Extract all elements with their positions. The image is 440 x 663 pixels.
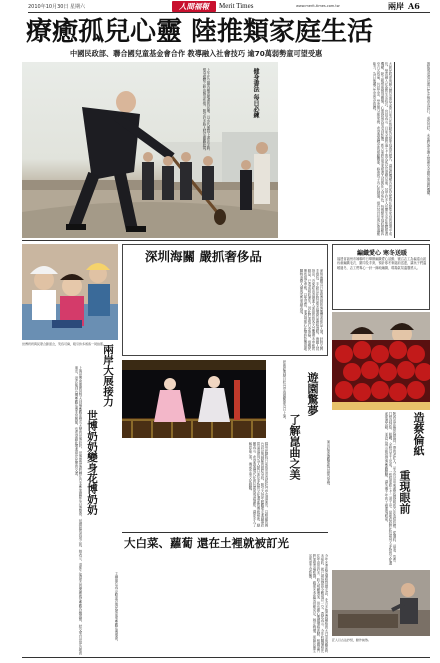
apples-photo [332,340,430,410]
brand-name: 人間福報 [179,2,209,11]
masthead-rule [28,12,430,13]
paper-headline-1: 造蔡倫紙 [412,412,425,456]
section-name: 兩岸 [388,1,404,11]
customs-headline: 深圳海關 嚴抓奢侈品 [145,249,262,264]
sidebar-body-text: 福建省福州市婦聯昨日舉辦編織愛心活動，號召志工為偏遠山區孩童編織毛衣、圍巾及手套，預計寒冬來臨前送達，讓孩子們溫暖過冬，志工們專心一針一線地編織，現場氣氛溫馨感人。 [337,257,427,270]
paper-headline-2: 重現眼前 [398,470,411,514]
cabbage-headline: 大白菜、蘿蔔 還在土裡就被訂光 [124,536,290,550]
lead-body-text: 大陸民政部與聯合國兒童基金會日前合作推動孤兒類家庭養育模式，讓福利機構內的孤兒能夠在類似家庭的環境中成長，學習融入社會的生活技巧。官員表示，目前全國有逾七十萬名孤兒及弱勢兒童，其中許多人長期生活在集體照護機構，缺乏親情與個別關懷，心理發展容易受到影響。新方案將由專業照護人員擔任父母角色，每個類家庭約照顧四至六名孩童，共同生活、學習與分擔家務，希望透過穩定的照顧關係，修復孩子內心的創傷，提升其自信與社會適應能力，為日後獨立生活奠定基礎。 [372,62,392,236]
opera-photo [122,360,266,438]
opera-headline-1: 遊園驚夢 [306,372,319,416]
customs-body-text: 深圳海關近日加強查緝旅客攜帶奢侈品入境，針對名牌手提包、手錶及化妝品等高價商品嚴格課稅。海關人員指出，近來經由香港進入深圳的旅客大量攜帶未申報的精品，已造成稅收流失，因此將加強行李抽檢，提醒民眾依規定申報，以免受罰。業者則擔心此舉將影響兩地購物消費人潮與零售業績表現。 [299,269,323,351]
brand-logo [172,1,216,12]
brand-name-en: Merit Times [219,2,254,10]
lead-bottom-rule [22,240,430,241]
opera-body-text: 崑曲經典劇目牡丹亭遊園驚夢近日上演， [282,360,286,422]
sidebar-title: 編織愛心 寒冬送暖 [356,250,408,257]
masthead-date: 2010年10月30日 星期六 [28,4,86,10]
milk-body-text-2: 主辦單位表示歡迎各地民眾前來參觀花博盛會。 [114,572,118,644]
lead-subhead: 中國民政部、聯合國兒童基金會合作 教導融入社會技巧 逾70萬弱勢童可望受惠 [70,49,323,58]
lead-headline: 療癒孤兒心靈 陸推類家庭生活 [26,17,374,47]
grandma-photo [22,244,118,340]
grandma-photo-caption: 世博奶奶與民眾合影留念，笑容可掬，吸引許多遊客一同拍照。 [22,342,107,346]
right-column-text: 據報導這項計畫已在多個省市試行，成效良好，未來將逐步擴大推廣至全國各地福利機構。 [426,62,430,198]
sidebar-box [332,244,430,310]
milk-headline-1: 兩岸大展接力 [102,344,114,407]
page-bottom-rule [22,657,430,658]
page-number: A6 [408,1,420,11]
lead-photo-caption-title: 健身書法 每日必練 [252,68,259,119]
opera-headline-2: 了解崑曲之美 [288,414,301,480]
lead-photo [22,62,278,238]
paper-body-text: 陝西省洋縣蔡倫墓祠一帶的老匠人，至今仍沿用東漢蔡倫發明的古法造紙技藝，從選料、浸泡、蒸煮、打漿到抄紙、晾曬，全程以手工完成，一張紙需經七十二道工序。當地政府將此技藝列入非物質文化遺產保護名錄，並設立展示館供遊客參觀體驗，讓失傳千年的工藝重現眼前。 [384,412,396,565]
cabbage-body-text: 今年冬季蔬菜價格持續走高，北方多地菜農種植的大白菜與蘿蔔尚未採收，就已被批發商全數預訂一空。農民表示，今年收購價格比往年高出許多，收入明顯增加，但也擔心後續價格波動。相關部門將加強市場監測，確保冬季蔬菜供應充足，穩定物價，保障民眾生活所需不受影響。 [308,554,328,653]
masthead [0,0,440,14]
masthead-website: www.merit-times.com.tw [296,4,340,8]
customs-story-box [122,244,328,356]
milk-headline-2: 世博奶奶變身花博奶奶 [86,410,98,515]
papermaking-photo [332,570,430,636]
milk-body-text: 上海世博會期間因每天到場參觀而聲名大噪的世博奶奶，世博閉幕後將轉往台北參加國際花卉博覽會，延續她的看展之旅。她表示，退休之後最大的樂趣就是參觀各種展覽，結交來自世界各地的朋友，這次能到台灣參觀花博非常興奮，也希望藉此增進兩岸民眾的交流。 [74,366,82,655]
opera-body-text-3: 演出結束後觀眾報以熱烈掌聲。 [326,440,330,488]
lead-divider [394,62,395,238]
lead-photo-caption-text: 上午在公園內練習地書的民眾，以水代墨寫下書法字跡，強身健體之餘也陶冶性情，吸引許多路人駐足圍觀欣賞。 [202,68,210,153]
cabbage-top-rule [122,532,328,533]
opera-body-text-2: 蘇州崑劇院日前推出青春版牡丹亭巡迴演出，以精緻的舞台設計與細膩的唱腔身段，吸引大批年輕觀眾走進劇場欣賞這項被列為人類口述及非物質文化遺產的傳統藝術。劇團表示，希望透過現代化的包裝與導讀講座，讓更多人了解崑曲之美，傳承中華文化精髓。 [248,442,268,527]
papermaking-photo-caption: 匠人以古法抄紙，動作純熟。 [332,638,372,642]
